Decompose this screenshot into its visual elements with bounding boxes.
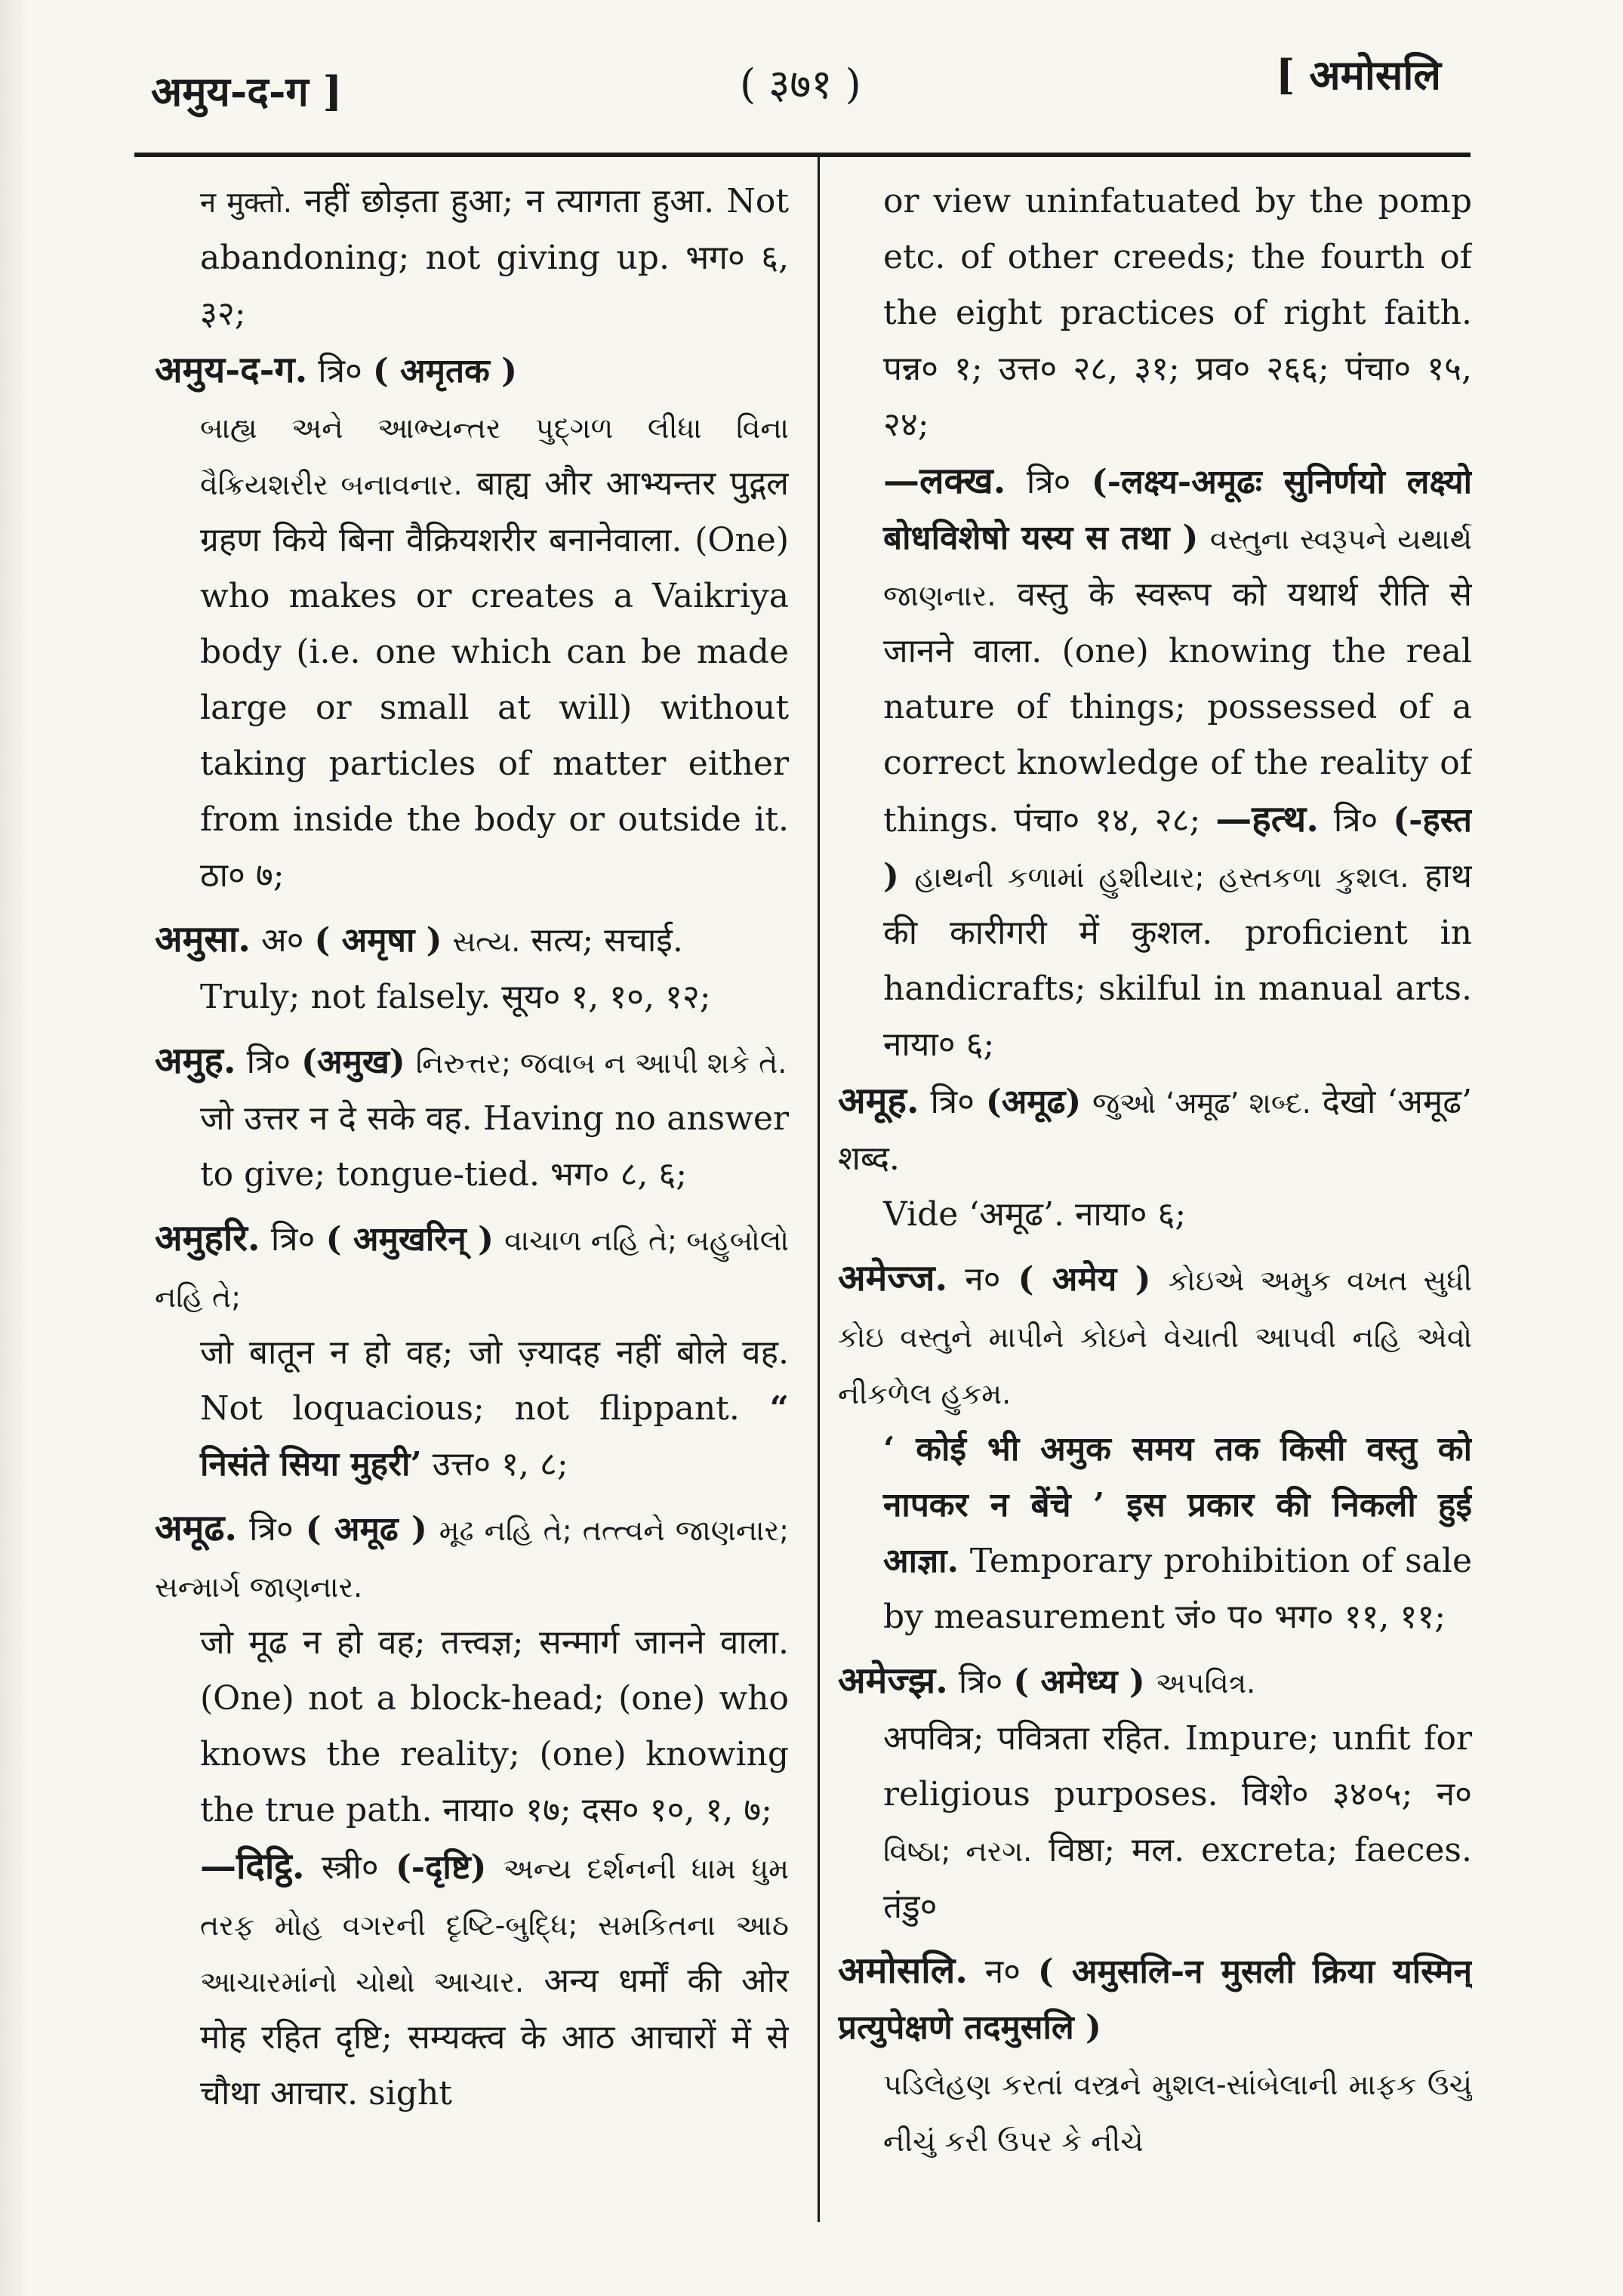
sanskrit-equivalent: ( अमूढ ) bbox=[305, 1510, 427, 1549]
hindi-gloss: ‘ कोई भी अमुक समय तक किसी वस्तु को नापकर न बेंचे ’ इस प्रकार की निकली हुई आज्ञा. bbox=[883, 1430, 1472, 1580]
entry-amuha-2 bbox=[838, 1073, 1472, 1243]
gujarati-gloss: અપવિત્ર. bbox=[1155, 1666, 1256, 1700]
english-gloss: (One) not a block-head; (one) who knows the reality; (one) knowing the true path. bbox=[200, 1679, 789, 1829]
hindi-gloss: विष्ठा; मल. bbox=[1049, 1831, 1185, 1869]
hindi-gloss: जो उत्तर न दे सके वह. bbox=[200, 1099, 473, 1138]
gujarati-gloss: જુઓ ‘अमूढ’ શબ્દ. bbox=[1092, 1086, 1311, 1120]
english-gloss: or view uninfatuated by the pomp etc. of other creeds; the fourth of the eight practices of right faith. bbox=[883, 182, 1472, 332]
english-gloss: sight bbox=[368, 2074, 452, 2113]
sub-headword: —हत्थ. bbox=[1215, 798, 1319, 840]
headword: अमोसलि. bbox=[838, 1949, 968, 1992]
column-divider bbox=[818, 157, 820, 2222]
right-column bbox=[838, 174, 1472, 2212]
page-header bbox=[0, 0, 1623, 151]
hindi-gloss: वस्तु के स्वरूप को यथार्थ रीति से जानने वाला. bbox=[883, 575, 1472, 670]
headword: अमुसा. bbox=[155, 918, 251, 960]
gujarati-gloss: હાથની કળામાં હુશીયાર; હસ્તકળા કુશલ. bbox=[914, 861, 1409, 894]
reference: सूय० १, १०, १२; bbox=[501, 978, 711, 1016]
sub-entry-ditthi bbox=[155, 1838, 789, 2122]
hindi-gloss: बाह्य और आभ्यन्तर पुद्गल ग्रहण किये बिना वैक्रियशरीर बनानेवाला. bbox=[200, 464, 789, 559]
grammar-tag: अ० bbox=[260, 921, 304, 960]
sanskrit-equivalent: ( अमुसलि-न मुसली क्रिया यस्मिन् प्रत्युपेक्षणे तदमुसलि ) bbox=[838, 1952, 1472, 2047]
page-number: ( ३७१ ) bbox=[740, 60, 861, 108]
sanskrit-equivalent: ( अमुखरिन् ) bbox=[325, 1220, 494, 1259]
sanskrit-equivalent: ( अमृतक ) bbox=[372, 352, 517, 390]
grammar-tag: त्रि० bbox=[1026, 463, 1071, 501]
grammar-tag: न० bbox=[965, 1260, 1001, 1299]
left-column bbox=[155, 174, 789, 2212]
sanskrit-equivalent: (अमूढ) bbox=[985, 1083, 1082, 1121]
hindi-gloss: जो बातून न हो वह; जो ज़्यादह नहीं बोले वह. bbox=[200, 1333, 789, 1372]
gujarati-gloss: વિષ્ઠા; નરગ. bbox=[883, 1835, 1033, 1868]
sanskrit-equivalent: ( अमेय ) bbox=[1018, 1260, 1151, 1299]
header-right-guideword: [ अमोसलि bbox=[1276, 51, 1441, 99]
sub-headword: —दिट्ठि. bbox=[200, 1845, 305, 1888]
english-gloss: excreta; faeces. bbox=[1200, 1831, 1472, 1869]
entry-amuhari bbox=[155, 1210, 789, 1493]
headword: अमुय-द-ग. bbox=[155, 349, 308, 391]
gujarati-gloss: મૂઢ નહિ તે; તત્ત્વને જાણનાર; સન્માર્ગ જાણનાર. bbox=[155, 1514, 789, 1604]
english-gloss: (one) knowing the real nature of things; possessed of a correct knowledge of the reality of things. bbox=[883, 632, 1472, 840]
english-gloss: (One) who makes or creates a Vaikriya body (i.e. one which can be made large or small at will) without taking particles of matter either from inside the body or outside it. bbox=[200, 521, 789, 839]
headword: अमुह. bbox=[155, 1040, 236, 1082]
headword: अमेज्ज. bbox=[838, 1257, 948, 1299]
english-gloss: Vide ‘अमूढ’. bbox=[883, 1195, 1064, 1234]
gujarati-gloss: અન્ય દર્શનની ધામ ધુમ તરફ મોહ વગરની દૃષ્ટિ-બુદ્ધિ; સમકિતના આઠ આચારમાંનો ચોથો આચાર. bbox=[200, 1852, 789, 1999]
grammar-tag: न० bbox=[1436, 1775, 1472, 1814]
hindi-gloss: जो मूढ न हो वह; तत्त्वज्ञ; सन्मार्ग जानने वाला. bbox=[200, 1623, 789, 1662]
grammar-tag: स्त्री० bbox=[321, 1848, 379, 1887]
sanskrit-equivalent: (अमुख) bbox=[301, 1043, 405, 1081]
entry-amejja bbox=[838, 1250, 1472, 1645]
gujarati-gloss: વાચાળ નહિ તે; બહુબોલો નહિ તે; bbox=[155, 1224, 789, 1314]
sanskrit-equivalent: ( अमृषा ) bbox=[314, 921, 442, 960]
reference: नाया० १७; दस० १०, १, ७; bbox=[442, 1791, 772, 1829]
reference: भग० ८, ६; bbox=[550, 1155, 688, 1194]
sub-entry-lakkha bbox=[838, 453, 1472, 1073]
english-gloss: Temporary prohibition of sale by measurement bbox=[883, 1542, 1472, 1636]
reference: उत्त० १, ८; bbox=[432, 1445, 568, 1484]
scan-edge-shadow bbox=[0, 0, 30, 2296]
hindi-gloss: अन्य धर्मों की ओर मोह रहित दृष्टि; सम्यक्त्व के आठ आचारों में से चौथा आचार. bbox=[200, 1962, 789, 2113]
hindi-gloss: सत्य; सचाई. bbox=[531, 921, 683, 960]
headword: अमुहरि. bbox=[155, 1217, 260, 1259]
reference: तंडु० bbox=[883, 1888, 938, 1926]
quotation: “ निसंते सिया मुहरी’ bbox=[200, 1389, 789, 1484]
sanskrit-equivalent: (-लक्ष्य-अमूढः सुनिर्णयो लक्ष्यो बोधविशेषो यस्य स तथा ) bbox=[883, 463, 1472, 557]
grammar-tag: न० bbox=[984, 1952, 1021, 1991]
reference: भग० ६, ३२; bbox=[200, 239, 789, 333]
entry-amudha bbox=[155, 1500, 789, 2122]
reference: जं० प० भग० ११, ११; bbox=[1175, 1598, 1446, 1636]
entry-continuation bbox=[838, 174, 1472, 453]
entry-continuation bbox=[155, 174, 789, 342]
entry-amosali bbox=[838, 1943, 1472, 2169]
reference: विशे० ३४०५; bbox=[1241, 1775, 1413, 1814]
english-gloss: Truly; not falsely. bbox=[200, 978, 491, 1016]
reference: नाया० ६; bbox=[1074, 1195, 1187, 1234]
header-left-guideword: अमुय-द-ग ] bbox=[151, 67, 343, 116]
hindi-gloss: अपवित्र; पवित्रता रहित. bbox=[883, 1719, 1172, 1758]
entry-amuya bbox=[155, 342, 789, 904]
sanskrit-equivalent: ( अमेध्य ) bbox=[1013, 1663, 1145, 1701]
gujarati-gloss: સત્ય. bbox=[452, 925, 521, 958]
reference: नाया० ६; bbox=[883, 1025, 995, 1064]
headword: अमूह. bbox=[838, 1080, 919, 1122]
english-gloss: Having no answer to give; tongue-tied. bbox=[200, 1099, 789, 1194]
entry-amuha bbox=[155, 1033, 789, 1203]
sub-headword: —लक्ख. bbox=[883, 460, 1006, 502]
entry-amejjha bbox=[838, 1653, 1472, 1935]
grammar-tag: त्रि० bbox=[270, 1220, 316, 1259]
grammar-tag: त्रि० bbox=[1333, 801, 1378, 840]
entry-amusa bbox=[155, 911, 789, 1025]
hindi-gloss: देखो ‘अमूढ’ शब्द. bbox=[838, 1083, 1472, 1178]
gujarati-gloss: વસ્તુના સ્વરૂપને યથાર્થ જાણનાર. bbox=[883, 522, 1472, 612]
grammar-tag: त्रि० bbox=[958, 1663, 1003, 1701]
hindi-gloss: हाथ की कारीगरी में कुशल. bbox=[883, 857, 1472, 952]
gujarati-gloss: न मुक्तो. bbox=[200, 186, 293, 219]
grammar-tag: त्रि० bbox=[930, 1083, 975, 1121]
grammar-tag: त्रि० bbox=[318, 352, 362, 390]
grammar-tag: त्रि० bbox=[246, 1043, 291, 1081]
sanskrit-equivalent: (-हस्त ) bbox=[883, 801, 1472, 895]
sanskrit-equivalent: (-दृष्टि) bbox=[395, 1848, 487, 1887]
reference: पन्न० १; उत्त० २८, ३१; प्रव० २६६; पंचा० १५, २४; bbox=[883, 350, 1472, 444]
gujarati-gloss: પડિલેહણ કરતાં વસ્ત્રને મુશલ-સાંબેલાની માફક ઉચું નીચું કરી ઉપર કે નીચે bbox=[883, 2068, 1472, 2158]
reference: ठा० ७; bbox=[200, 856, 285, 895]
grammar-tag: त्रि० bbox=[249, 1510, 294, 1549]
header-rule bbox=[134, 153, 1471, 157]
english-gloss: Not loquacious; not flippant. bbox=[200, 1389, 740, 1428]
gujarati-gloss: બાહ્ય અને આભ્યન્તર પુદ્ગળ લીધા વિના વૈક્રિયશરીર બનાવનાર. bbox=[200, 411, 789, 501]
gujarati-gloss: કોઇએ અમુક વખત સુધી કોઇ વસ્તુને માપીને કોઇને વેચાતી આપવી નહિ એવો નીકળેલ હુકમ. bbox=[838, 1264, 1472, 1410]
headword: अमेज्झ. bbox=[838, 1660, 948, 1702]
headword: अमूढ. bbox=[155, 1507, 238, 1549]
hindi-gloss: नहीं छोड़ता हुआ; न त्यागता हुआ. bbox=[304, 182, 715, 220]
english-gloss: proficient in handicrafts; skilful in manual arts. bbox=[883, 914, 1472, 1008]
english-gloss: Impure; unfit for religious purposes. bbox=[883, 1719, 1472, 1814]
reference: पंचा० १४, २८; bbox=[1014, 801, 1201, 840]
gujarati-gloss: નિરુત્તર; જવાબ ન આપી શકે તે. bbox=[415, 1046, 787, 1080]
english-gloss: Not abandoning; not giving up. bbox=[200, 182, 789, 277]
